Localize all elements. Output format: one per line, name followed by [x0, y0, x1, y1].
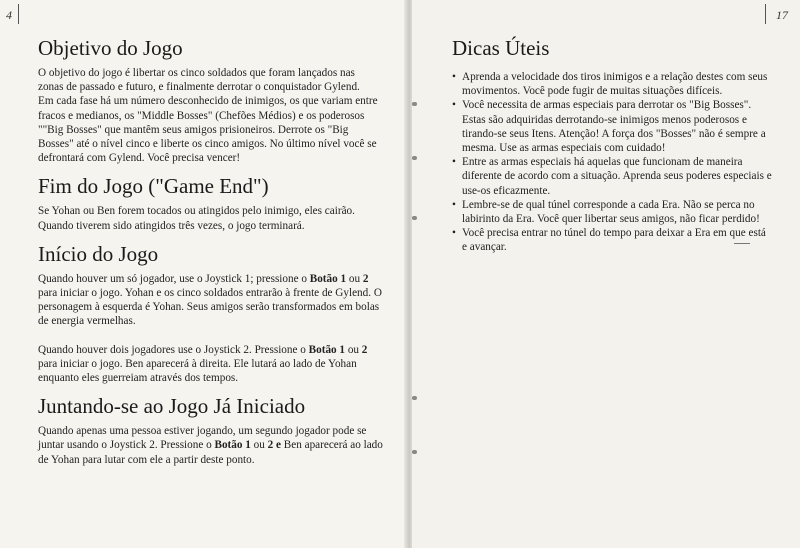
- button-1-label: Botão 1: [308, 343, 346, 356]
- text: ou: [250, 439, 268, 452]
- binding-mark: [412, 216, 417, 220]
- section-title: Juntando-se ao Jogo Já Iniciado: [38, 394, 306, 419]
- left-column: [38, 36, 383, 476]
- page-number-right: 17: [776, 8, 788, 22]
- text: Quando apenas uma pessoa estiver jogando, um segundo jogador pode se juntar usando o Joystick 2. Pressione o: [38, 425, 367, 452]
- paragraph: O objetivo do jogo é libertar os cinco soldados que foram lançados nas zonas de passado e futuro, e finalmente derrotar o conquistador Gylend.: [38, 67, 360, 94]
- button-1-label: Botão 1: [309, 272, 347, 285]
- button-2-label: 2: [362, 272, 369, 285]
- text: para iniciar o jogo. Yohan e os cinco soldados entrarão à frente de Gylend. O personagem à esquerda é Yohan. Seus amigos serão transformados em bolas de energia vermelhas.: [38, 287, 382, 328]
- paragraph-single-player: [38, 272, 383, 329]
- button-2-label: 2: [361, 343, 368, 356]
- spacer: [38, 329, 383, 343]
- text: Ben aparecerá ao lado de Yohan para lutar com ele a partir deste ponto.: [38, 439, 383, 466]
- page-rule-left: [18, 4, 19, 24]
- binding-marks: [412, 90, 420, 470]
- list-item: • Aprenda a velocidade dos tiros inimigos e a relação destes com seus movimentos. Você pode fugir de muitas situações difíceis.: [452, 70, 772, 98]
- text: ou: [345, 343, 362, 356]
- section-title: Objetivo do Jogo: [38, 36, 183, 60]
- text: para iniciar o jogo. Ben aparecerá à direita. Ele lutará ao lado de Yohan enquanto eles guerreiam através dos tempos.: [38, 357, 357, 385]
- binding-mark: [412, 156, 417, 160]
- text: ou: [346, 272, 363, 285]
- section-inicio-do-jogo: [38, 242, 383, 385]
- section-fim-do-jogo: [38, 174, 383, 232]
- button-2-label: 2: [267, 439, 274, 452]
- page-rule-right: [765, 4, 766, 24]
- binding-mark: [412, 102, 417, 106]
- right-page: [412, 0, 800, 548]
- section-title: Dicas Úteis: [452, 36, 550, 60]
- binding-mark: [412, 450, 417, 454]
- paragraph: Se Yohan ou Ben forem tocados ou atingidos pelo inimigo, eles cairão. Quando tiverem sido atingidos três vezes, o jogo terminará.: [38, 205, 355, 232]
- paragraph-two-players: [38, 343, 383, 386]
- paragraph: [38, 424, 383, 467]
- right-column: [452, 36, 772, 255]
- text: Quando houver um só jogador, use o Joystick 1; pressione o: [38, 272, 310, 285]
- binding-mark: [412, 396, 417, 400]
- list-item: • Você necessita de armas especiais para derrotar os "Big Bosses". Estas são adquiridas derrotando-se inimigos menos poderosos e tirando-se seus Itens. Atenção! A força dos "Bosses" não é sempre a mesma. Use as armas especiais com cuidado!: [452, 98, 772, 155]
- list-item: • Você precisa entrar no túnel do tempo para deixar a Era em que está e avançar.: [452, 226, 772, 254]
- section-objetivo: [38, 36, 383, 165]
- end-dash: [734, 243, 750, 244]
- page-number-left: 4: [6, 8, 12, 22]
- section-title: Fim do Jogo ("Game End"): [38, 174, 269, 199]
- list-item: • Entre as armas especiais há aquelas que funcionam de maneira diferente de acordo com a situação. Aprenda seus poderes especiais e use-os eficazmente.: [452, 155, 772, 198]
- button-1-label: Botão 1: [214, 439, 251, 452]
- tips-list: [452, 70, 772, 255]
- text: Quando houver dois jogadores use o Joystick 2. Pressione o: [38, 343, 309, 356]
- section-title: Início do Jogo: [38, 241, 159, 266]
- paragraph: Em cada fase há um número desconhecido de inimigos, os que variam entre fracos e medianos, os "Middle Bosses" (Chefões Médios) e os poderosos ""Big Bosses" que mantêm seus amigos prisioneiros. Derrote os "Big Bosses" até o nível cinco e liberte os cinco amigos. No último nível você se defrontará com Gylend. Você precisa vencer!: [38, 95, 378, 165]
- text-bold-e: e: [273, 439, 281, 452]
- section-juntando-se: [38, 394, 383, 467]
- list-item: • Lembre-se de qual túnel corresponde a cada Era. Não se perca no labirinto da Era. Você quer libertar seus amigos, não ficar perdido!: [452, 198, 772, 226]
